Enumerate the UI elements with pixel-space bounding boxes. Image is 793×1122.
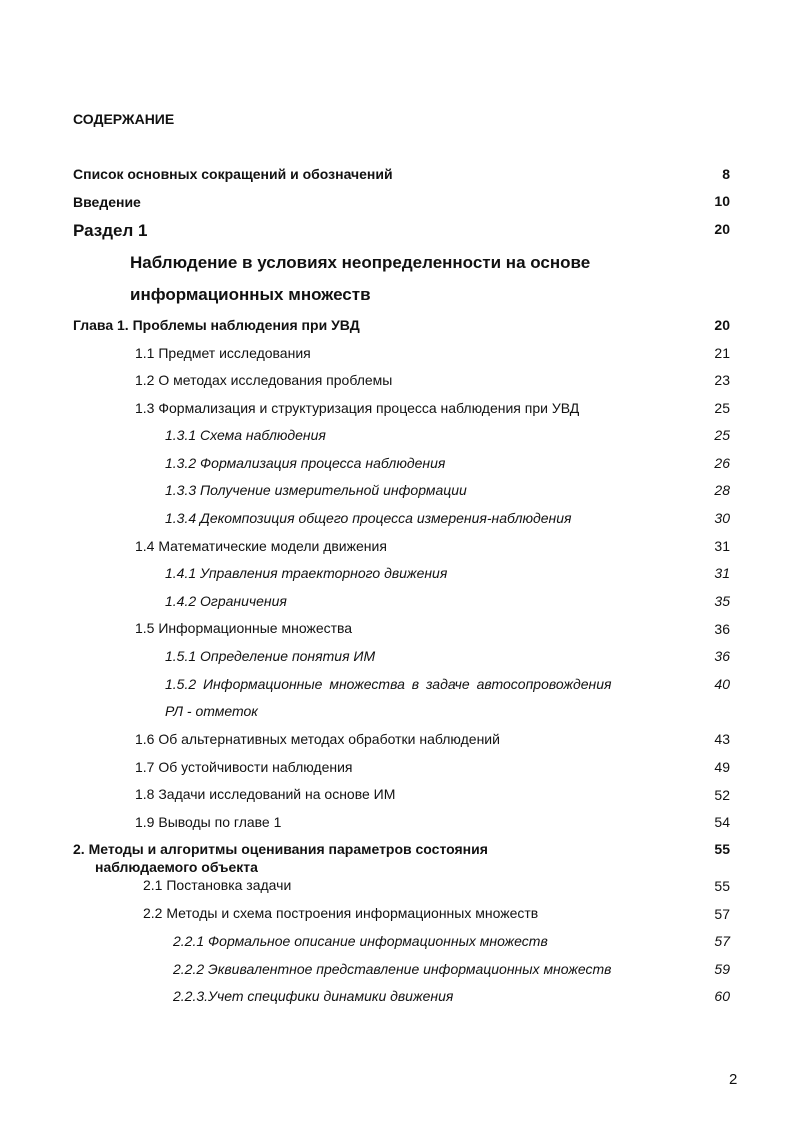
toc-entry: 2.2 Методы и схема построения информационных множеств — [143, 905, 539, 921]
toc-entry-page: 35 — [714, 593, 730, 609]
toc-subentry: 1.3.2 Формализация процесса наблюдения — [165, 455, 446, 471]
toc-entry: 1.4 Математические модели движения — [135, 538, 387, 554]
toc-entry: 1.1 Предмет исследования — [135, 345, 311, 361]
toc-entry: 1.6 Об альтернативных методах обработки наблюдений — [135, 731, 500, 747]
toc-entry: 1.8 Задачи исследований на основе ИМ — [135, 786, 396, 802]
toc-entry-page: 20 — [714, 221, 730, 237]
toc-subentry: 1.3.1 Схема наблюдения — [165, 427, 326, 443]
toc-subentry: 1.3.4 Декомпозиция общего процесса измерения-наблюдения — [165, 510, 572, 526]
toc-entry-page: 52 — [714, 787, 730, 803]
section-subtitle: информационных множеств — [130, 285, 371, 304]
toc-subentry-continued: РЛ - отметок — [165, 703, 258, 719]
chapter-title: 2. Методы и алгоритмы оценивания параметров состояния — [73, 841, 488, 857]
toc-subentry: 1.3.3 Получение измерительной информации — [165, 482, 467, 498]
toc-entry-page: 59 — [714, 961, 730, 977]
toc-entry-page: 30 — [714, 510, 730, 526]
toc-entry-page: 40 — [714, 676, 730, 692]
toc-entry: 1.7 Об устойчивости наблюдения — [135, 759, 353, 775]
toc-entry: 1.3 Формализация и структуризация процесса наблюдения при УВД — [135, 400, 580, 416]
toc-subentry: 1.4.2 Ограничения — [165, 593, 287, 609]
toc-entry-page: 23 — [714, 372, 730, 388]
section-title: Раздел 1 — [73, 221, 148, 240]
toc-entry: 1.2 О методах исследования проблемы — [135, 372, 393, 388]
toc-entry-page: 55 — [714, 841, 730, 857]
toc-subentry: 1.4.1 Управления траекторного движения — [165, 565, 448, 581]
toc-subentry: 2.2.3.Учет специфики динамики движения — [173, 988, 454, 1004]
toc-entry-page: 28 — [714, 482, 730, 498]
toc-entry-page: 57 — [714, 906, 730, 922]
toc-subentry: 2.2.1 Формальное описание информационных множеств — [173, 933, 548, 949]
toc-subentry: 1.5.1 Определение понятия ИМ — [165, 648, 376, 664]
toc-entry: 1.9 Выводы по главе 1 — [135, 814, 282, 830]
toc-subentry: 1.5.2 Информационные множества в задаче автосопровождения — [165, 676, 612, 692]
page-number: 2 — [729, 1071, 738, 1088]
toc-entry-page: 31 — [714, 565, 730, 581]
toc-entry: 1.5 Информационные множества — [135, 620, 353, 636]
toc-entry: 2.1 Постановка задачи — [143, 877, 292, 893]
chapter-title-continued: наблюдаемого объекта — [95, 859, 258, 875]
toc-entry-page: 8 — [722, 166, 730, 182]
toc-entry-page: 57 — [714, 933, 730, 949]
toc-entry-page: 36 — [714, 621, 730, 637]
toc-entry-page: 26 — [714, 455, 730, 471]
toc-entry-page: 54 — [714, 814, 730, 830]
toc-heading: СОДЕРЖАНИЕ — [73, 111, 175, 127]
section-subtitle: Наблюдение в условиях неопределенности на основе — [130, 253, 591, 272]
toc-subentry: 2.2.2 Эквивалентное представление информационных множеств — [173, 961, 612, 977]
toc-entry-page: 49 — [714, 759, 730, 775]
chapter-title: Глава 1. Проблемы наблюдения при УВД — [73, 317, 360, 333]
toc-entry-page: 60 — [714, 988, 730, 1004]
toc-entry-page: 20 — [714, 317, 730, 333]
toc-entry: Список основных сокращений и обозначений — [73, 166, 393, 182]
toc-entry-page: 43 — [714, 731, 730, 747]
toc-entry-page: 36 — [714, 648, 730, 664]
toc-entry-page: 10 — [714, 193, 730, 209]
toc-entry-page: 55 — [714, 878, 730, 894]
toc-entry-page: 25 — [714, 427, 730, 443]
toc-entry-page: 21 — [714, 345, 730, 361]
toc-entry-page: 25 — [714, 400, 730, 416]
toc-entry-page: 31 — [714, 538, 730, 554]
toc-entry: Введение — [73, 194, 141, 210]
